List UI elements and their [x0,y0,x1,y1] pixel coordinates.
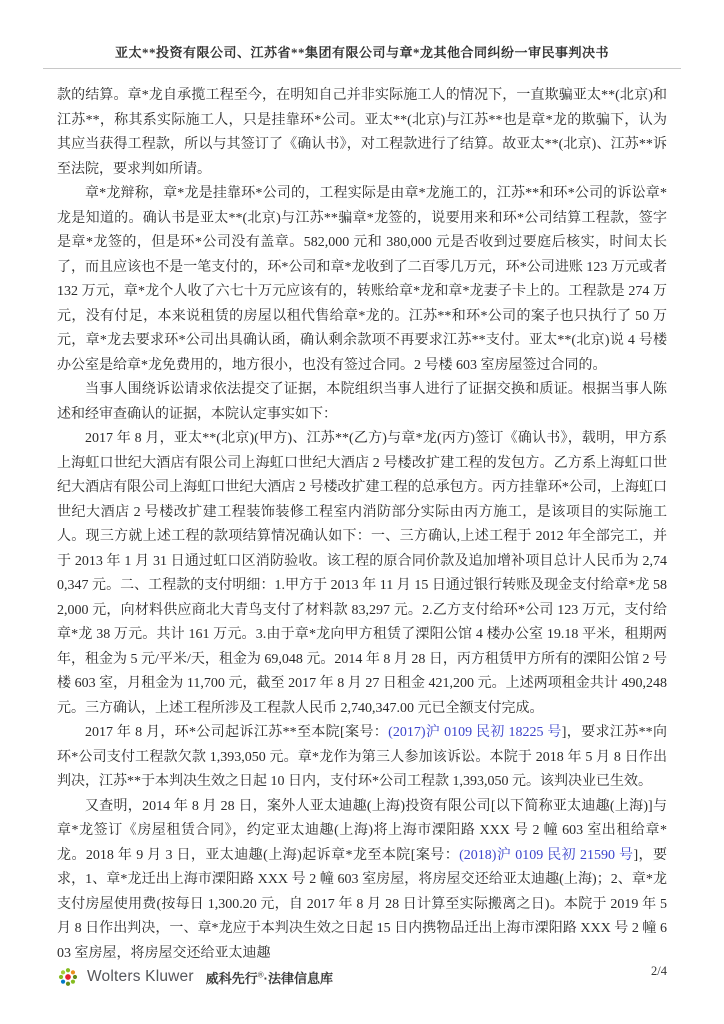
wolters-kluwer-sphere-logo-icon [57,966,79,988]
judgment-paragraph-confirmation-letter: 2017 年 8 月，亚太**(北京)(甲方)、江苏**(乙方)与章*龙(丙方)签订《确认书》，载明，甲方系上海虹口世纪大酒店有限公司上海虹口世纪大酒店 2 号楼改扩建工程的发包方。乙方系上海虹口世纪大酒店有限公司上海虹口世纪大酒店 2 号楼改扩建工程的总承包方。丙方挂靠环*公司，上海虹口世纪大酒店 2 号楼改扩建工程装饰装修工程室内消防部分实际由丙方施工，是该项目的实际施工人。现三方就上述工程的款项结算情况确认如下：一、三方确认,上述工程于 2012 年全部完工，并于 2013 年 1 月 31 日通过虹口区消防验收。该工程的原合同价款及追加增补项目总计人民币为 2,740,347 元。二、工程款的支付明细：1.甲方于 2013 年 11 月 15 日通过银行转账及现金支付给章*龙 582,000 元，向材料供应商北大青鸟支付了材料款 83,297 元。2.乙方支付给环*公司 123 万元，支付给章*龙 38 万元。共计 161 万元。3.由于章*龙向甲方租赁了溧阳公馆 4 楼办公室 19.18 平米，租期两年，租金为 5 元/平米/天，租金为 69,048 元。2014 年 8 月 28 日，丙方租赁甲方所有的溧阳公馆 2 号楼 603 室，月租金为 11,700 元，截至 2017 年 8 月 27 日租金 421,200 元。上述两项租金共计 490,248 元。三方确认，上述工程所涉及工程款人民币 2,740,347.00 元已全额支付完成。 [57,431,667,716]
judgment-paragraph-evidence-intro: 当事人围绕诉讼请求依法提交了证据，本院组织当事人进行了证据交换和质证。根据当事人陈述和经审查确认的证据，本院认定事实如下： [57,382,667,422]
logo-dot [61,970,65,974]
paragraph-text: ]，要求，1、章*龙迁出上海市溧阳路 XXX 号 2 幢 603 室房屋，将房屋交还给亚太迪趣(上海)；2、章*龙支付房屋使用费(按每日 1,300.20 元，自 2017 年 8 月 28 日计算至实际搬离之日)。本院于 2019 年 5 月 8 日作出判决，一、章*龙应于本判决生效之日起 15 日内携物品迁出上海市溧阳路 XXX 号 2 幢 603 室房屋，将房屋交还给亚太迪趣 [57,847,667,961]
document-footer [57,958,667,988]
paragraph-text: 2017 年 8 月，环*公司起诉江苏**至本院[案号： [85,725,389,740]
judgment-body [0,69,724,966]
logo-dot [73,975,77,979]
brand-wordmark-en: Wolters Kluwer [87,968,194,985]
judgment-paragraph-case-2017 [57,721,667,795]
paragraph-text: 又查明，2014 年 8 月 28 日，案外人亚太迪趣(上海)投资有限公司[以下简称亚太迪趣(上海)]与章*龙签订《房屋租赁合同》，约定亚太迪趣(上海)将上海市溧阳路 XXX 号 2 幢 603 室出租给章*龙。2018 年 9 月 3 日，亚太迪趣(上海)起诉章*龙至本院[案号： [57,798,667,863]
logo-dot [59,975,63,979]
logo-dot [66,968,70,972]
brand-wordmark-cn [206,968,333,987]
logo-center-dot [65,974,71,980]
judgment-paragraph-defense: 章*龙辩称，章*龙是挂靠环*公司的，工程实际是由章*龙施工的，江苏**和环*公司的诉讼章*龙是知道的。确认书是亚太**(北京)与江苏**骗章*龙签的，说要用来和环*公司结算工程款，签字是章*龙签的，但是环*公司没有盖章。582,000 元和 380,000 元是否收到过要庭后核实，时间太长了，而且应该也不是一笔支付的，环*公司和章*龙收到了二百零几万元，环*公司进账 123 万元或者 132 万元，章*龙个人收了六七十万元应该有的，转账给章*龙和章*龙妻子卡上的。工程款是 274 万元，没有付足，本来说租赁的房屋以租代售给章*龙的。江苏**和环*公司的案子也只执行了 50 万元，章*龙去要求环*公司出具确认函，确认剩余款项不再要求江苏**支付。亚太**(北京)说 4 号楼办公室是给章*龙免费用的，地方很小，也没有签过合同。2 号楼 603 室房屋签过合同的。 [57,186,667,373]
case-number-link-2017[interactable]: (2017)沪 0109 民初 18225 号 [388,725,562,740]
logo-dot [61,980,65,984]
logo-dot [71,980,75,984]
document-header [0,0,724,69]
wolters-kluwer-brand [57,966,333,988]
brand-cn-suffix: ·法律信息库 [263,970,334,986]
judgment-paragraph-continuation: 款的结算。章*龙自承揽工程至今，在明知自己并非实际施工人的情况下，一直欺骗亚太**(北京)和江苏**，称其系实际施工人，只是挂靠环*公司。亚太**(北京)与江苏**也是章*龙的欺骗下，认为其应当获得工程款，所以与其签订了《确认书》，对工程款进行了结算。故亚太**(北京)、江苏**诉至法院，要求判如所请。 [57,88,667,177]
case-number-link-2018[interactable]: (2018)沪 0109 民初 21590 号 [459,847,634,863]
page-number: 2/4 [651,964,667,978]
paragraph-text: ]，要求江苏**向环*公司支付工程款欠款 1,393,050 元。章*龙作为第三人参加该诉讼。本院于 2018 年 5 月 8 日作出判决，江苏**于本判决生效之日起 10 日内，支付环*公司工程款 1,393,050 元。该判决业已生效。 [57,725,667,789]
logo-dot [66,982,70,986]
judgment-paragraph-case-2018 [57,795,667,967]
registered-trademark-icon: ® [257,970,264,980]
brand-cn-name: 威科先行 [205,970,258,986]
page-title: 亚太**投资有限公司、江苏省**集团有限公司与章*龙其他合同纠纷一审民事判决书 [114,45,609,60]
logo-dot [71,970,75,974]
